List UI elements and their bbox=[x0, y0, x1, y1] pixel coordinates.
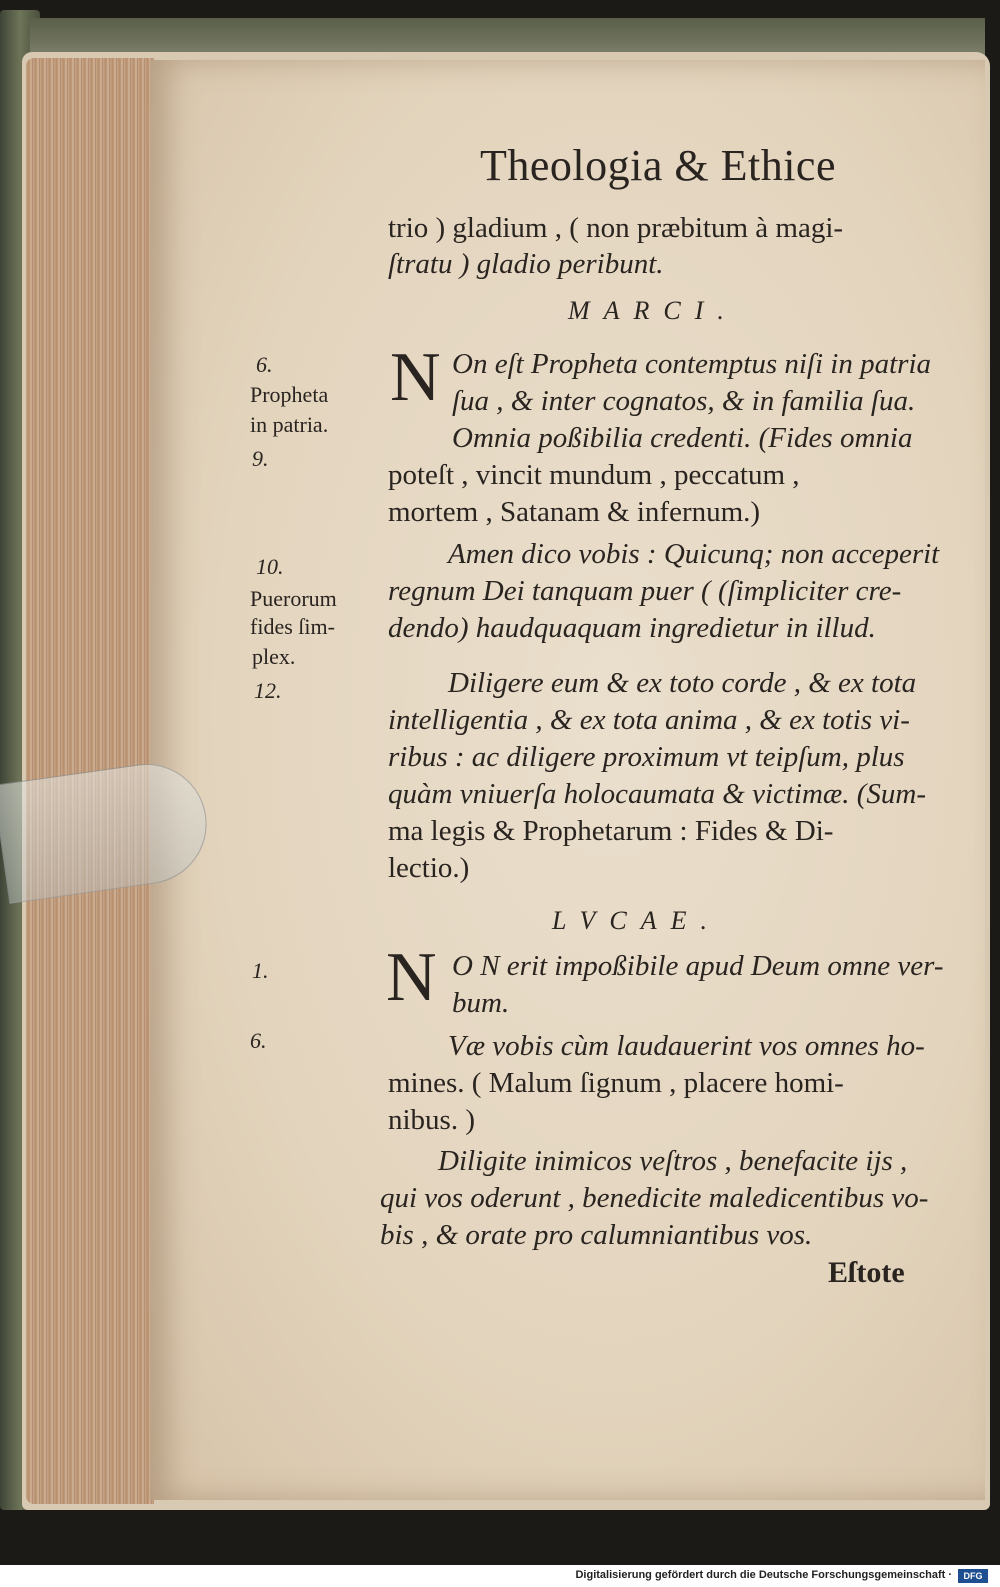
margin-note: fides ſim- bbox=[250, 614, 335, 639]
margin-note: Puerorum bbox=[250, 586, 337, 611]
text-line-10: dendo) haudquaquam ingredietur in illud. bbox=[388, 612, 876, 644]
funding-credit: Digitalisierung gefördert durch die Deutsche Forschungsgemeinschaft · bbox=[575, 1569, 952, 1581]
text-line-11: Diligere eum & ex toto corde , & ex tota bbox=[448, 667, 917, 699]
text-line-1: trio ) gladium , ( non præbitum à magi- bbox=[388, 212, 844, 244]
text-line-8: Amen dico vobis : Quicunq; non acceperit bbox=[448, 538, 940, 570]
drop-cap-n-lucae: N bbox=[386, 939, 437, 1016]
text-line-24: bis , & orate pro calumniantibus vos. bbox=[380, 1219, 813, 1251]
margin-number: 12. bbox=[254, 678, 282, 703]
dfg-logo: DFG bbox=[958, 1569, 988, 1583]
section-heading-marci: MARCI. bbox=[568, 296, 738, 325]
text-line-5: Omnia poßibilia credenti. (Fides omnia bbox=[452, 422, 913, 454]
text-line-14: quàm vniuerſa holocaumata & victimæ. (Sum- bbox=[388, 778, 927, 810]
text-line-12: intelligentia , & ex tota anima , & ex totis vi- bbox=[388, 704, 910, 736]
margin-number: 6. bbox=[250, 1028, 267, 1053]
text-line-6: poteſt , vincit mundum , peccatum , bbox=[388, 459, 800, 491]
margin-number: 9. bbox=[252, 446, 269, 471]
text-line-22: Diligite inimicos veſtros , benefacite ijs , bbox=[438, 1145, 908, 1177]
text-line-16: lectio.) bbox=[388, 852, 470, 884]
margin-number: 6. bbox=[256, 352, 273, 377]
margin-note: plex. bbox=[252, 644, 296, 669]
text-line-17: O N erit impoßibile apud Deum omne ver- bbox=[452, 950, 944, 982]
text-line-2: ſtratu ) gladio peribunt. bbox=[388, 248, 664, 280]
margin-number: 10. bbox=[256, 554, 284, 579]
margin-number: 1. bbox=[252, 958, 269, 983]
footer-bar bbox=[0, 1566, 1000, 1587]
text-line-20: mines. ( Malum ſignum , placere homi- bbox=[388, 1067, 844, 1099]
text-line-21: nibus. ) bbox=[388, 1104, 475, 1136]
margin-note: in patria. bbox=[250, 412, 329, 437]
section-heading-lucae: LVCAE. bbox=[552, 906, 721, 935]
catchword: Eſtote bbox=[828, 1256, 905, 1289]
text-line-19: Væ vobis cùm laudauerint vos omnes ho- bbox=[448, 1030, 925, 1062]
text-line-3: On eſt Propheta contemptus niſi in patria bbox=[452, 348, 931, 380]
drop-cap-n: N bbox=[390, 339, 441, 416]
text-line-9: regnum Dei tanquam puer ( (ſimpliciter cre- bbox=[388, 575, 902, 607]
text-line-23: qui vos oderunt , benedicite maledicentibus vo- bbox=[380, 1182, 929, 1214]
running-head: Theologia & Ethice bbox=[480, 141, 836, 190]
text-line-7: mortem , Satanam & infernum.) bbox=[388, 496, 761, 528]
text-line-15: ma legis & Prophetarum : Fides & Di- bbox=[388, 815, 834, 847]
text-line-13: ribus : ac diligere proximum vt teipſum, plus bbox=[388, 741, 905, 773]
text-line-4: ſua , & inter cognatos, & in familia ſua. bbox=[452, 385, 916, 417]
margin-note: Propheta bbox=[250, 382, 329, 407]
text-line-18: bum. bbox=[452, 987, 510, 1019]
